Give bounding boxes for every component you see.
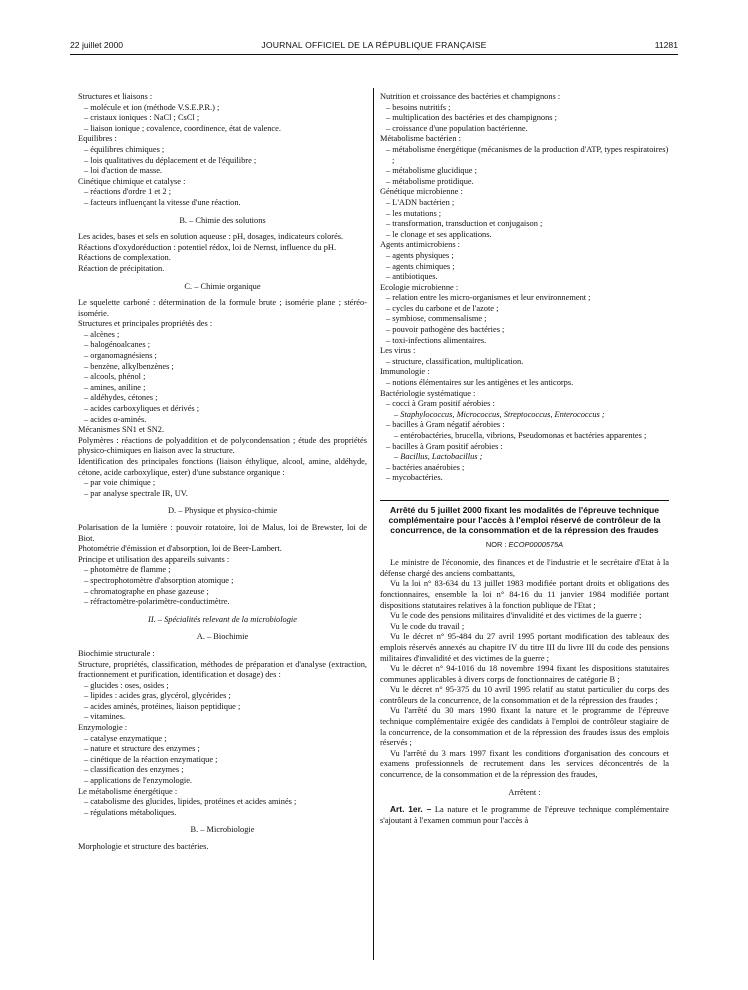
right-line: – symbiose, commensalisme ; — [386, 314, 487, 324]
nor-reference — [380, 540, 669, 551]
left-line: – lois qualitatives du déplacement et de l'équilibre ; — [84, 155, 257, 165]
arrete-paragraph: Vu l'arrêté du 3 mars 1997 fixant les conditions d'organisation des concours et examens professionnels de recrutement dans les services déconcentrés de la concurrence, de la consommation et de la répression des fraudes, — [380, 748, 669, 780]
left-line: – spectrophotomètre d'absorption atomique ; — [84, 575, 234, 585]
left-line: Equilibres : — [78, 134, 117, 144]
left-line: Structures et liaisons : — [78, 92, 153, 101]
left-line: – cinétique de la réaction enzymatique ; — [84, 754, 218, 764]
arrete-paragraph: Vu le décret n° 95-484 du 27 avril 1995 portant modification des tableaux des emplois réservés annexés au chapitre IV du titre III du livre III du code des pensions militaires d'invalidité et des victimes de la guerre ; — [380, 632, 669, 663]
left-section-heading: II. – Spécialités relevant de la microbiologie — [148, 614, 297, 624]
left-line: – facteurs influençant la vitesse d'une réaction. — [84, 197, 241, 207]
arrete-paragraph: Vu l'arrêté du 30 mars 1990 fixant la nature et le programme de l'épreuve technique complémentaire exigée des candidats à l'emploi de contrôleur stagiaire de la concurrence, de la consommation et de la répression des fraudes issus des emplois réservés ; — [380, 706, 669, 748]
left-line: Biochimie structurale : — [78, 648, 155, 658]
left-line: – cristaux ioniques : NaCl ; CsCl ; — [84, 113, 200, 123]
left-line: – alcènes ; — [84, 329, 120, 339]
right-line: – transformation, transduction et conjugaison ; — [386, 219, 543, 229]
right-line: – croissance d'une population bactérienne. — [386, 123, 528, 133]
header-title: JOURNAL OFFICIEL DE LA RÉPUBLIQUE FRANÇAISE — [261, 40, 487, 50]
article-1 — [380, 804, 669, 826]
left-line: – aldéhydes, cétones ; — [84, 393, 158, 403]
left-line: – classification des enzymes ; — [84, 765, 184, 775]
left-line: – régulations métaboliques. — [84, 807, 177, 817]
right-line: – toxi-infections alimentaires. — [386, 335, 487, 345]
left-line: – amines, aniline ; — [84, 382, 146, 392]
left-line: – loi d'action de masse. — [84, 166, 163, 176]
right-line: – agents chimiques ; — [386, 261, 455, 271]
right-line: – entérobactéries, brucella, vibrions, Pseudomonas et bactéries apparentes ; — [394, 431, 647, 440]
left-line: – par analyse spectrale IR, UV. — [84, 488, 188, 498]
right-line: – multiplication des bactéries et des champignons ; — [386, 113, 557, 123]
left-line: Polymères : réactions de polyaddition et de polycondensation ; étude des propriétés physico-chimiques en liaison avec la structure. — [78, 435, 367, 456]
article-1-text: La nature et le programme de l'épreuve technique complémentaire s'ajoutant à l'examen commun pour l'accès à — [380, 805, 669, 825]
column-divider — [373, 88, 374, 960]
left-line: – glucides : oses, osides ; — [84, 680, 169, 690]
left-line: Structure, propriétés, classification, méthodes de préparation et d'analyse (extraction, fractionnement et purification, identification et dosage) des : — [78, 659, 367, 680]
left-line: – organomagnésiens ; — [84, 351, 157, 361]
left-line: – benzène, alkylbenzènes ; — [84, 361, 174, 371]
left-line: Le métabolisme énergétique : — [78, 786, 178, 796]
left-line: Les acides, bases et sels en solution aqueuse : pH, dosages, indicateurs colorés. — [78, 232, 344, 242]
arrete-paragraph: Le ministre de l'économie, des finances et de l'industrie et le secrétaire d'Etat à la défense chargé des anciens combattants, — [380, 558, 669, 578]
right-line: Génétique microbienne : — [380, 187, 463, 197]
arrete-title: Arrêté du 5 juillet 2000 fixant les modalités de l'épreuve technique complémentaire pour l'accès à l'emploi réservé de contrôleur de la concurrence, de la consommation et de la répression des fraudes — [388, 504, 661, 536]
left-section-heading: D. – Physique et physico-chimie — [167, 506, 278, 516]
nor-label: NOR : — [485, 539, 507, 549]
left-line: – vitamines. — [84, 712, 125, 722]
right-line: – bactéries anaérobies ; — [386, 462, 465, 472]
left-line: Identification des principales fonctions (liaison éthylique, alcool, amine, aldéhyde, cétone, acide carboxylique, ester) d'une substance organique : — [78, 457, 367, 477]
left-line: – molécule et ion (méthode V.S.E.P.R.) ; — [84, 102, 220, 112]
page-number: 11281 — [654, 40, 678, 50]
right-line: – antibiotiques. — [386, 272, 438, 282]
right-line: Bactériologie systématique : — [380, 388, 476, 398]
right-line: – cycles du carbone et de l'azote ; — [386, 303, 499, 313]
left-line: – alcools, phénol ; — [84, 372, 146, 382]
right-line: – métabolisme énergétique (mécanismes de la production d'ATP, types respiratoires) ; — [386, 144, 669, 165]
left-column — [78, 92, 367, 853]
right-line: Les virus : — [380, 346, 416, 356]
arretent-heading: Arrêtent : — [508, 787, 541, 797]
right-line: – bacilles à Gram positif aérobies : — [386, 441, 503, 451]
right-line: – Staphylococcus, Micrococcus, Streptococcus, Enterococcus ; — [394, 409, 605, 419]
left-line: – halogénoalcanes ; — [84, 340, 151, 350]
right-column-lines — [380, 92, 669, 484]
left-section-heading: B. – Microbiologie — [190, 825, 255, 835]
left-line: – nature et structure des enzymes ; — [84, 744, 200, 754]
right-line: Immunologie : — [380, 367, 430, 377]
right-line: – notions élémentaires sur les antigènes et les anticorps. — [386, 378, 574, 388]
right-line: – le clonage et ses applications. — [386, 229, 492, 239]
left-line: Polarisation de la lumière : pouvoir rotatoire, loi de Malus, loi de Brewster, loi de Biot. — [78, 522, 367, 543]
left-line: Morphologie et structure des bactéries. — [78, 842, 209, 851]
right-line: – mycobactéries. — [386, 473, 443, 483]
right-line: – L'ADN bactérien ; — [386, 197, 455, 207]
arrete-paragraph: Vu la loi n° 83-634 du 13 juillet 1983 modifiée portant droits et obligations des fonctionnaires, ensemble la loi n° 84-16 du 11 janvier 1984 modifiée portant dispositions statutaires relatives à la fonction publique de l'Etat ; — [380, 579, 669, 610]
arrete-separator — [380, 500, 669, 501]
right-line: – bacilles à Gram négatif aérobies : — [386, 420, 505, 430]
arrete-paragraph: Vu le code des pensions militaires d'invalidité et des victimes de la guerre ; — [390, 611, 642, 621]
left-line: – photomètre de flamme ; — [84, 565, 171, 575]
nor-code: ECOP0000575A — [508, 539, 564, 549]
left-line: – par voie chimique ; — [84, 478, 156, 488]
right-line: Métabolisme bactérien : — [380, 134, 461, 144]
left-line: – chromatographe en phase gazeuse ; — [84, 586, 209, 596]
right-line: – métabolisme protidique. — [386, 176, 474, 186]
right-line: Agents antimicrobiens : — [380, 240, 461, 250]
left-line: – liaison ionique ; covalence, coordinence, état de valence. — [84, 123, 281, 133]
right-line: – pouvoir pathogène des bactéries ; — [386, 325, 505, 335]
left-line: – réfractomètre-polarimètre-conductimètre. — [84, 597, 230, 607]
left-line: Enzymologie : — [78, 723, 128, 733]
left-line: – catalyse enzymatique ; — [84, 733, 167, 743]
left-section-heading: A. – Biochimie — [196, 632, 249, 642]
right-line: – structure, classification, multiplication. — [386, 356, 524, 366]
left-line: – acides carboxyliques et dérivés ; — [84, 404, 200, 414]
article-1-label: Art. 1er. – — [390, 804, 432, 815]
page-header — [70, 40, 678, 55]
arrete-paragraph: Vu le code du travail ; — [390, 621, 465, 631]
left-section-heading: B. – Chimie des solutions — [179, 215, 266, 225]
left-line: – applications de l'enzymologie. — [84, 776, 193, 786]
right-line: – relation entre les micro-organismes et leur environnement ; — [386, 293, 591, 303]
left-line: – acides α-aminés. — [84, 414, 147, 424]
left-line: Le squelette carboné : détermination de la formule brute ; isomérie plane ; stéréo-isomérie. — [78, 298, 367, 318]
left-line: – catabolisme des glucides, lipides, protéines et acides aminés ; — [84, 797, 297, 807]
left-line: Mécanismes SN1 et SN2. — [78, 425, 165, 435]
right-line: – métabolisme glucidique ; — [386, 166, 477, 176]
left-section-heading: C. – Chimie organique — [184, 281, 261, 291]
left-line: Principe et utilisation des appareils suivants : — [78, 554, 230, 564]
left-line: – lipides : acides gras, glycérol, glycérides ; — [84, 691, 231, 701]
right-line: – Bacillus, Lactobacillus ; — [394, 452, 483, 462]
right-line: Nutrition et croissance des bactéries et champignons : — [380, 92, 561, 101]
left-line: – réactions d'ordre 1 et 2 ; — [84, 187, 172, 197]
left-line: Réaction de précipitation. — [78, 263, 165, 273]
right-column — [380, 92, 669, 826]
right-line: – les mutations ; — [386, 208, 442, 218]
arrete-paragraph: Vu le décret n° 94-1016 du 18 novembre 1994 fixant les dispositions statutaires communes applicables à divers corps de fonctionnaires de catégorie B ; — [380, 664, 669, 684]
header-date: 22 juillet 2000 — [70, 40, 124, 50]
left-line: Réactions d'oxydoréduction : potentiel rédox, loi de Nernst, influence du pH. — [78, 242, 337, 252]
right-line: – agents physiques ; — [386, 250, 454, 260]
right-line: – besoins nutritifs ; — [386, 102, 451, 112]
left-line: – acides aminés, protéines, liaison peptidique ; — [84, 701, 241, 711]
right-line: Ecologie microbienne : — [380, 282, 459, 292]
left-line: Réactions de complexation. — [78, 253, 171, 263]
arrete-paragraphs — [380, 558, 669, 780]
right-line: – cocci à Gram positif aérobies : — [386, 399, 495, 409]
left-line: – équilibres chimiques ; — [84, 144, 165, 154]
left-line: Structures et principales propriétés des : — [78, 319, 213, 329]
arrete-paragraph: Vu le décret n° 95-375 du 10 avril 1995 relatif au statut particulier du corps des contrôleurs de la concurrence, de la consommation et de la répression des fraudes ; — [380, 685, 669, 705]
left-line: Photométrie d'émission et d'absorption, loi de Beer-Lambert. — [78, 544, 282, 554]
left-line: Cinétique chimique et catalyse : — [78, 176, 186, 186]
